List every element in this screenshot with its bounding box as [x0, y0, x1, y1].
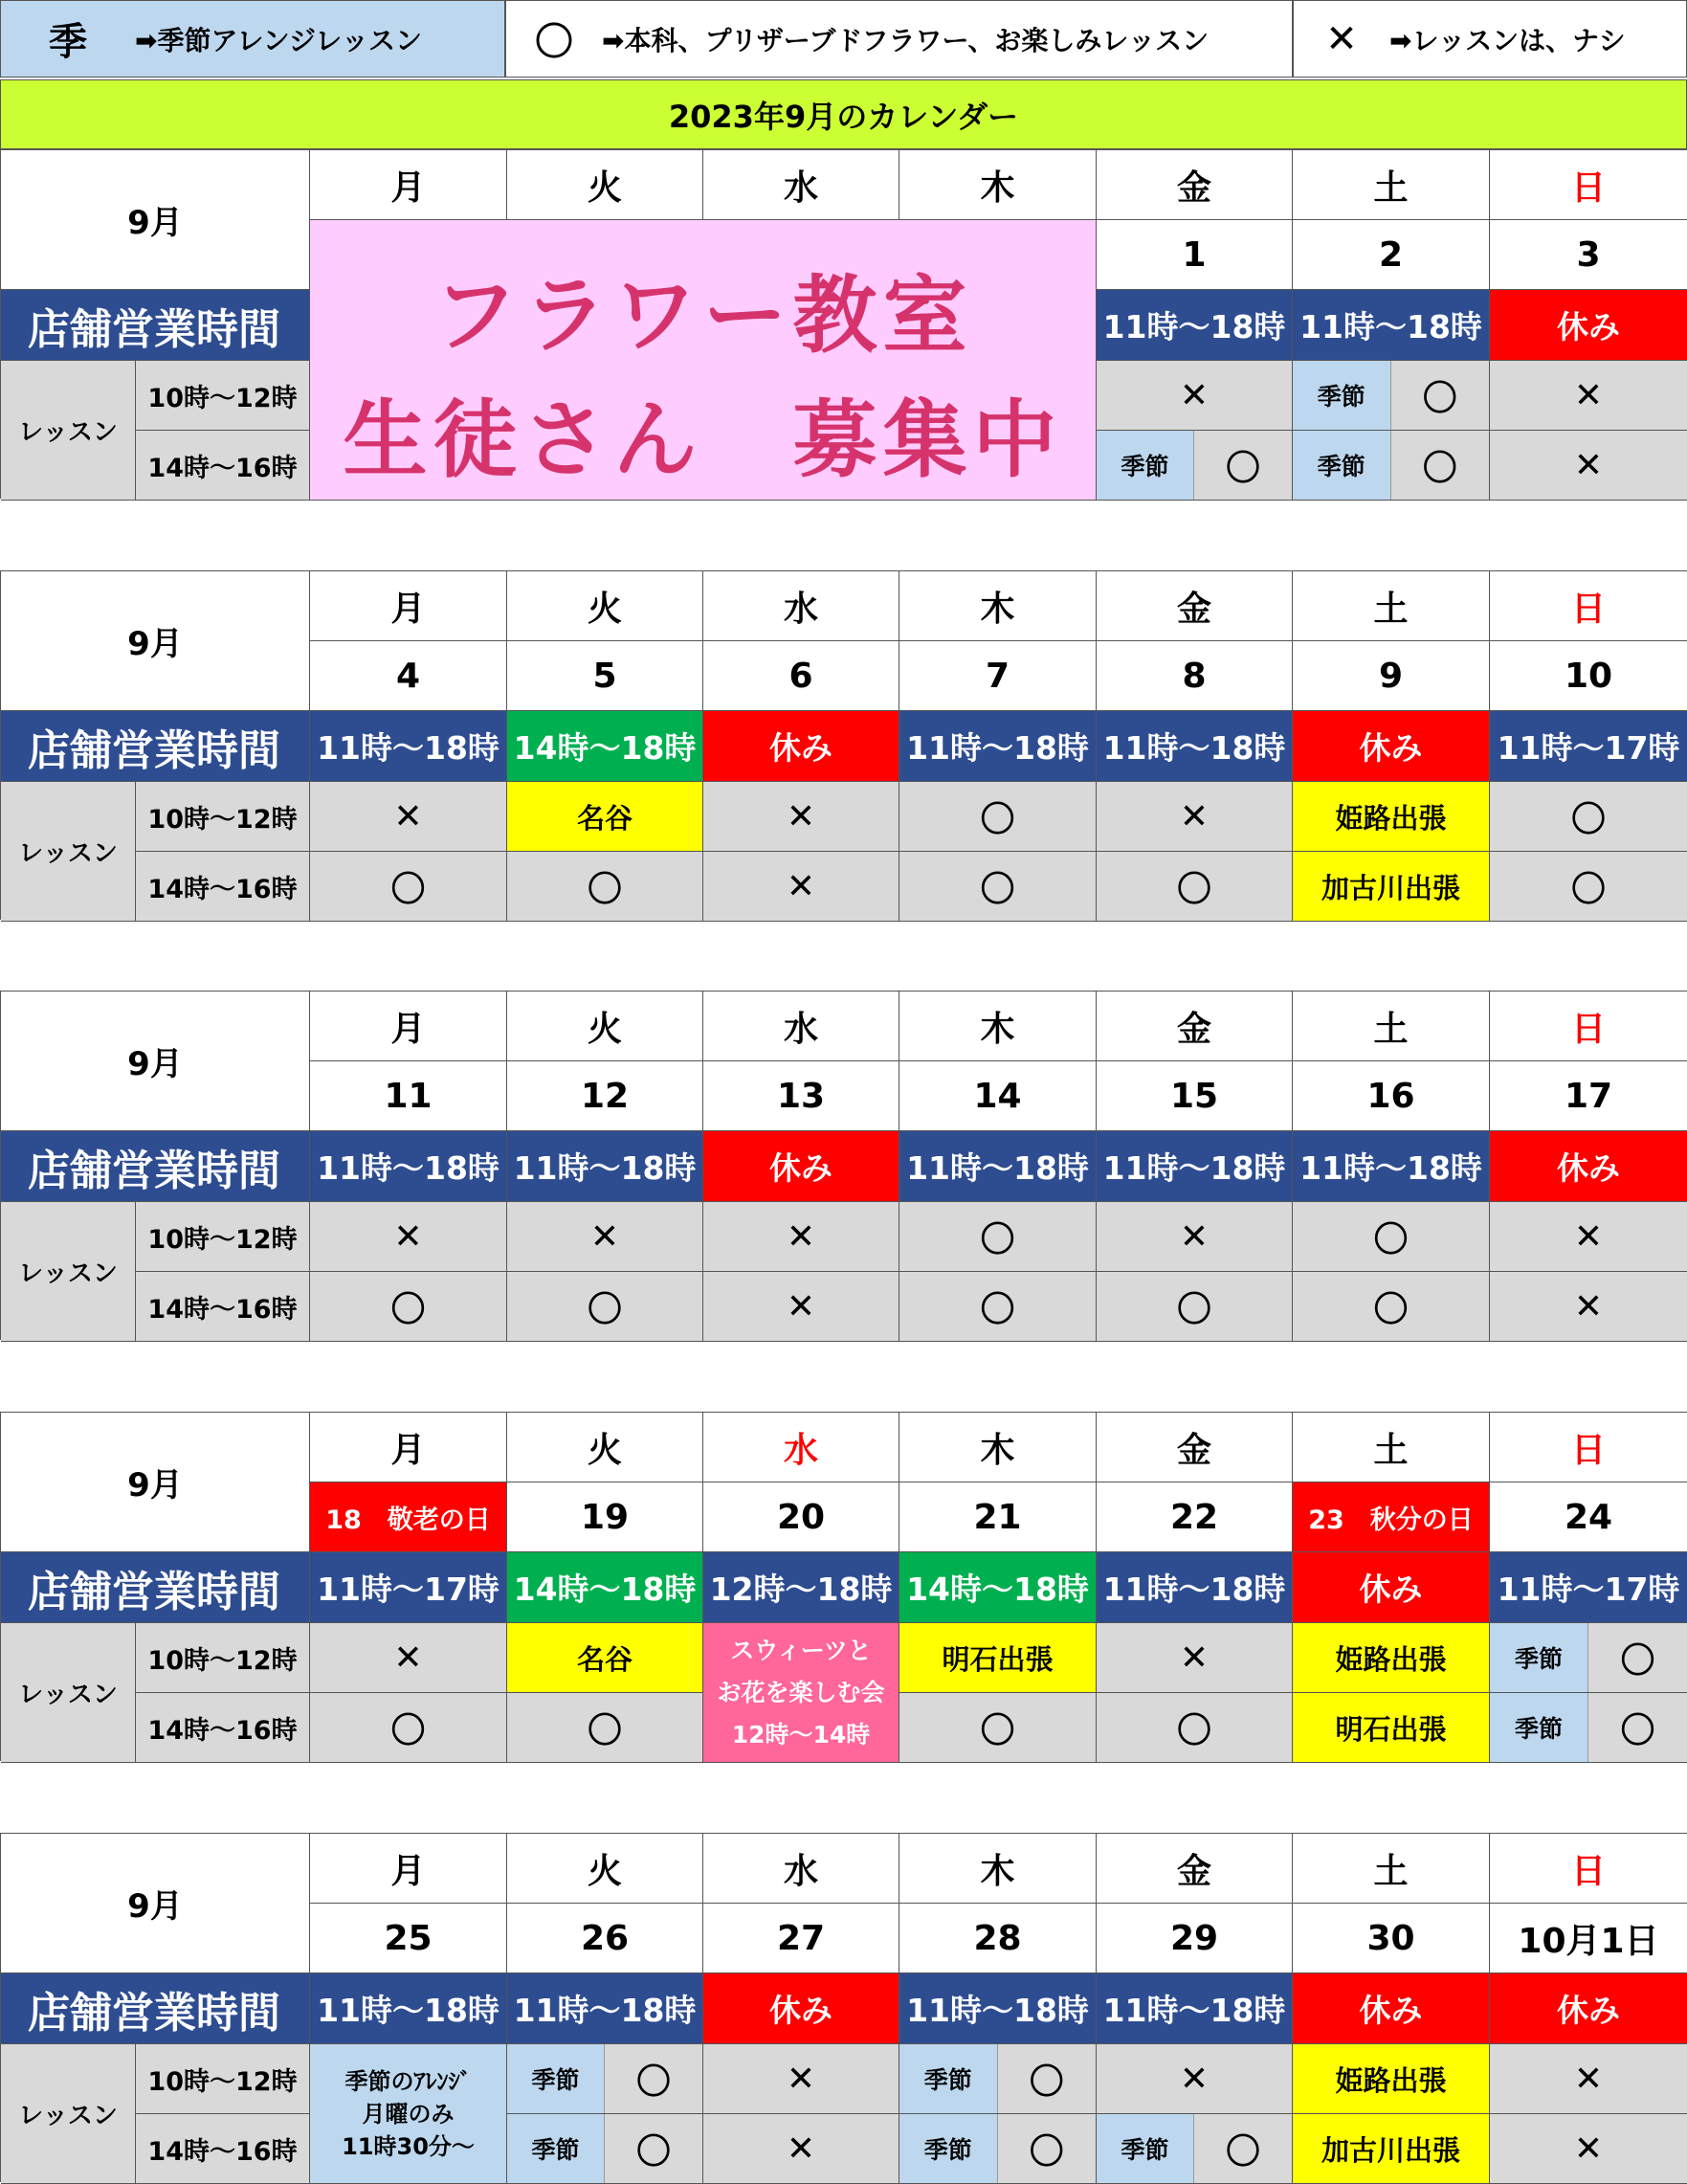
date-cell: 2 — [1293, 220, 1490, 290]
trip-cell: 加古川出張 — [1293, 2114, 1490, 2184]
business-hours: 休み — [703, 1131, 899, 1202]
month-label: 9月 — [1, 571, 310, 711]
cross-icon: ✕ — [310, 1623, 507, 1693]
lesson-label: レッスン — [1, 361, 136, 501]
weekday-header: 土 — [1293, 571, 1490, 641]
date-cell: 10 — [1490, 641, 1687, 711]
seasonal-lesson-cell — [1293, 431, 1490, 501]
circle-icon: 〇 — [310, 1693, 507, 1763]
seasonal-lesson-cell — [1097, 431, 1293, 501]
business-hours: 休み — [1490, 1973, 1687, 2044]
date-cell: 29 — [1097, 1904, 1293, 1973]
date-cell: 8 — [1097, 641, 1293, 711]
cross-icon: ✕ — [1097, 1623, 1293, 1693]
date-cell: 19 — [507, 1482, 703, 1552]
weekday-header: 火 — [507, 992, 703, 1061]
cross-icon: ✕ — [1490, 2114, 1687, 2184]
cross-icon: ✕ — [1490, 2044, 1687, 2114]
circle-icon: 〇 — [1620, 1640, 1655, 1681]
business-hours: 11時～18時 — [1097, 711, 1293, 782]
seasonal-lesson-cell — [899, 2044, 1097, 2114]
weekday-header: 木 — [899, 150, 1097, 220]
cross-icon: ✕ — [1490, 431, 1687, 501]
date-cell: 18 敬老の日 — [310, 1482, 507, 1552]
cross-icon: ✕ — [703, 2114, 899, 2184]
business-hours: 休み — [703, 1973, 899, 2044]
circle-icon: 〇 — [507, 1693, 703, 1763]
weekday-header: 月 — [310, 1834, 507, 1904]
seasonal-lesson-cell — [899, 2114, 1097, 2184]
week-block — [0, 149, 1687, 499]
business-hours: 11時～17時 — [1490, 711, 1687, 782]
weekday-header: 金 — [1097, 1834, 1293, 1904]
weekday-header: 金 — [1097, 150, 1293, 220]
month-label: 9月 — [1, 1834, 310, 1973]
weekday-header: 土 — [1293, 1834, 1490, 1904]
seasonal-lesson-cell — [1490, 1693, 1687, 1763]
weekday-header: 月 — [310, 992, 507, 1061]
date-cell: 11 — [310, 1061, 507, 1131]
date-cell: 6 — [703, 641, 899, 711]
date-cell: 5 — [507, 641, 703, 711]
business-hours: 11時～18時 — [310, 1131, 507, 1202]
event-line: お花を楽しむ会 — [717, 1678, 885, 1706]
note-line: 月曜のみ — [362, 2100, 455, 2128]
business-hours: 休み — [1490, 290, 1687, 361]
hours-header: 店舗営業時間 — [1, 711, 310, 782]
cross-icon: ✕ — [507, 1202, 703, 1272]
weekday-header: 日 — [1490, 992, 1687, 1061]
business-hours: 11時～17時 — [1490, 1552, 1687, 1623]
cross-icon: ✕ — [1490, 1272, 1687, 1342]
business-hours: 11時～18時 — [1097, 290, 1293, 361]
cross-icon: ✕ — [1490, 1202, 1687, 1272]
cross-icon: ✕ — [703, 1202, 899, 1272]
ad-line: フラワー教室 — [433, 266, 973, 365]
circle-icon: 〇 — [1293, 1202, 1490, 1272]
business-hours: 11時～17時 — [310, 1552, 507, 1623]
trip-cell: 明石出張 — [899, 1623, 1097, 1693]
business-hours: 11時～18時 — [899, 1973, 1097, 2044]
date-cell: 21 — [899, 1482, 1097, 1552]
date-cell: 9 — [1293, 641, 1490, 711]
cross-icon: ✕ — [1490, 361, 1687, 431]
circle-icon: 〇 — [1097, 1272, 1293, 1342]
business-hours: 12時～18時 — [703, 1552, 899, 1623]
circle-icon: 〇 — [1097, 1693, 1293, 1763]
trip-cell: 明石出張 — [1293, 1693, 1490, 1763]
week-block — [0, 1833, 1687, 2182]
seasonal-label: 季節 — [1293, 361, 1391, 430]
business-hours: 11時～18時 — [1293, 290, 1490, 361]
business-hours: 休み — [1293, 1973, 1490, 2044]
seasonal-label: 季節 — [1097, 431, 1194, 500]
week-block — [0, 991, 1687, 1340]
seasonal-label: 季節 — [1490, 1693, 1588, 1762]
recruitment-ad — [310, 220, 1097, 501]
lesson-label: レッスン — [1, 1623, 136, 1763]
date-cell: 25 — [310, 1904, 507, 1973]
weekday-header: 月 — [310, 150, 507, 220]
event-line: 12時～14時 — [731, 1720, 871, 1749]
weekday-header: 火 — [507, 150, 703, 220]
date-cell: 23 秋分の日 — [1293, 1482, 1490, 1552]
circle-icon: 〇 — [507, 1272, 703, 1342]
seasonal-lesson-cell — [1097, 2114, 1293, 2184]
time-slot-label: 14時～16時 — [136, 2114, 310, 2184]
legend-text: ➡本科、プリザーブドフラワー、お楽しみレッスン — [602, 24, 1210, 56]
note-cell — [310, 2044, 507, 2184]
weekday-header: 水 — [703, 1834, 899, 1904]
date-cell: 28 — [899, 1904, 1097, 1973]
time-slot-label: 10時～12時 — [136, 1623, 310, 1693]
date-cell: 10月1日 — [1490, 1904, 1687, 1973]
weekday-header: 火 — [507, 1834, 703, 1904]
lesson-label: レッスン — [1, 1202, 136, 1342]
note-line: 季節のｱﾚﾝｼﾞ — [344, 2067, 472, 2095]
time-slot-label: 14時～16時 — [136, 431, 310, 501]
weekday-header: 火 — [507, 571, 703, 641]
business-hours: 11時～18時 — [1097, 1131, 1293, 1202]
trip-cell: 姫路出張 — [1293, 2044, 1490, 2114]
circle-icon: 〇 — [1097, 852, 1293, 922]
business-hours: 14時～18時 — [507, 711, 703, 782]
seasonal-lesson-cell — [1490, 1623, 1687, 1693]
weekday-header: 水 — [703, 992, 899, 1061]
circle-icon: 〇 — [535, 20, 573, 64]
trip-cell: 名谷 — [507, 1623, 703, 1693]
date-cell: 4 — [310, 641, 507, 711]
circle-icon: 〇 — [1490, 782, 1687, 852]
circle-icon: 〇 — [310, 852, 507, 922]
business-hours: 休み — [1293, 711, 1490, 782]
date-cell: 14 — [899, 1061, 1097, 1131]
weekday-header: 木 — [899, 571, 1097, 641]
date-cell: 24 — [1490, 1482, 1687, 1552]
date-cell: 26 — [507, 1904, 703, 1973]
weekday-header: 木 — [899, 1834, 1097, 1904]
circle-icon: 〇 — [899, 852, 1097, 922]
cross-icon: ✕ — [1097, 2044, 1293, 2114]
weekday-header: 日 — [1490, 1834, 1687, 1904]
business-hours: 休み — [1490, 1131, 1687, 1202]
circle-icon: 〇 — [899, 1693, 1097, 1763]
event-line: スウィーツと — [730, 1636, 872, 1664]
seasonal-lesson-cell — [1293, 361, 1490, 431]
business-hours: 11時～18時 — [1293, 1131, 1490, 1202]
date-cell: 27 — [703, 1904, 899, 1973]
business-hours: 休み — [703, 711, 899, 782]
time-slot-label: 14時～16時 — [136, 1693, 310, 1763]
weekday-header: 月 — [310, 571, 507, 641]
weekday-header: 日 — [1490, 150, 1687, 220]
lesson-label: レッスン — [1, 782, 136, 922]
legend-item-none — [1293, 0, 1687, 78]
date-cell: 16 — [1293, 1061, 1490, 1131]
weekday-header: 月 — [310, 1413, 507, 1482]
circle-icon: 〇 — [899, 782, 1097, 852]
business-hours: 11時～18時 — [507, 1131, 703, 1202]
hours-header: 店舗営業時間 — [1, 290, 310, 361]
month-label: 9月 — [1, 1413, 310, 1552]
seasonal-label: 季節 — [507, 2044, 605, 2113]
cross-icon: ✕ — [703, 782, 899, 852]
hours-header: 店舗営業時間 — [1, 1552, 310, 1623]
business-hours: 14時～18時 — [507, 1552, 703, 1623]
event-cell — [703, 1623, 899, 1763]
circle-icon: 〇 — [1029, 2131, 1064, 2172]
seasonal-lesson-cell — [507, 2114, 703, 2184]
date-cell: 13 — [703, 1061, 899, 1131]
weekday-header: 日 — [1490, 571, 1687, 641]
weekday-header: 水 — [703, 571, 899, 641]
week-block — [0, 570, 1687, 920]
business-hours: 11時～18時 — [899, 711, 1097, 782]
seasonal-label: 季節 — [1097, 2114, 1194, 2183]
seasonal-lesson-cell — [507, 2044, 703, 2114]
cross-icon: ✕ — [1097, 782, 1293, 852]
seasonal-label: 季節 — [1490, 1623, 1588, 1692]
circle-icon: 〇 — [1225, 2131, 1260, 2172]
seasonal-label: 季節 — [899, 2044, 998, 2113]
weekday-header: 土 — [1293, 1413, 1490, 1482]
legend — [0, 0, 1687, 79]
weekday-header: 土 — [1293, 150, 1490, 220]
trip-cell: 姫路出張 — [1293, 782, 1490, 852]
time-slot-label: 10時～12時 — [136, 782, 310, 852]
date-cell: 7 — [899, 641, 1097, 711]
legend-item-lesson — [505, 0, 1293, 78]
weekday-header: 木 — [899, 992, 1097, 1061]
business-hours: 11時～18時 — [507, 1973, 703, 2044]
weekday-header: 金 — [1097, 992, 1293, 1061]
month-label: 9月 — [1, 992, 310, 1131]
cross-icon: ✕ — [703, 2044, 899, 2114]
date-cell: 20 — [703, 1482, 899, 1552]
weekday-header: 日 — [1490, 1413, 1687, 1482]
hours-header: 店舗営業時間 — [1, 1973, 310, 2044]
cross-icon: ✕ — [1325, 16, 1358, 61]
circle-icon: 〇 — [899, 1202, 1097, 1272]
circle-icon: 〇 — [507, 852, 703, 922]
time-slot-label: 10時～12時 — [136, 1202, 310, 1272]
legend-symbol: 季 — [49, 20, 87, 64]
circle-icon: 〇 — [1620, 1710, 1655, 1750]
circle-icon: 〇 — [1490, 852, 1687, 922]
cross-icon: ✕ — [310, 782, 507, 852]
weekday-header: 水 — [703, 1413, 899, 1482]
business-hours: 11時～18時 — [1097, 1973, 1293, 2044]
business-hours: 11時～18時 — [1097, 1552, 1293, 1623]
business-hours: 11時～18時 — [310, 711, 507, 782]
note-line: 11時30分～ — [342, 2132, 475, 2160]
legend-text: ➡季節アレンジレッスン — [135, 24, 422, 56]
business-hours: 11時～18時 — [899, 1131, 1097, 1202]
calendar-title: 2023年9月のカレンダー — [0, 79, 1687, 149]
seasonal-label: 季節 — [507, 2114, 605, 2183]
time-slot-label: 10時～12時 — [136, 361, 310, 431]
trip-cell: 名谷 — [507, 782, 703, 852]
business-hours: 14時～18時 — [899, 1552, 1097, 1623]
circle-icon: 〇 — [1422, 378, 1457, 418]
cross-icon: ✕ — [703, 1272, 899, 1342]
hours-header: 店舗営業時間 — [1, 1131, 310, 1202]
cross-icon: ✕ — [703, 852, 899, 922]
date-cell: 3 — [1490, 220, 1687, 290]
weekday-header: 土 — [1293, 992, 1490, 1061]
lesson-label: レッスン — [1, 2044, 136, 2184]
weekday-header: 火 — [507, 1413, 703, 1482]
time-slot-label: 14時～16時 — [136, 1272, 310, 1342]
time-slot-label: 14時～16時 — [136, 852, 310, 922]
business-hours: 休み — [1293, 1552, 1490, 1623]
circle-icon: 〇 — [635, 2061, 671, 2102]
business-hours: 11時～18時 — [310, 1973, 507, 2044]
trip-cell: 加古川出張 — [1293, 852, 1490, 922]
legend-item-seasonal — [0, 0, 505, 78]
ad-line: 生徒さん 募集中 — [343, 390, 1063, 489]
weekday-header: 金 — [1097, 1413, 1293, 1482]
date-cell: 22 — [1097, 1482, 1293, 1552]
legend-text: ➡レッスンは、ナシ — [1389, 24, 1626, 56]
date-cell: 17 — [1490, 1061, 1687, 1131]
date-cell: 12 — [507, 1061, 703, 1131]
cross-icon: ✕ — [1097, 361, 1293, 431]
weekday-header: 水 — [703, 150, 899, 220]
circle-icon: 〇 — [1029, 2061, 1064, 2102]
week-block — [0, 1412, 1687, 1761]
seasonal-label: 季節 — [899, 2114, 998, 2183]
trip-cell: 姫路出張 — [1293, 1623, 1490, 1693]
cross-icon: ✕ — [310, 1202, 507, 1272]
circle-icon: 〇 — [899, 1272, 1097, 1342]
circle-icon: 〇 — [310, 1272, 507, 1342]
date-cell: 30 — [1293, 1904, 1490, 1973]
weekday-header: 金 — [1097, 571, 1293, 641]
date-cell: 1 — [1097, 220, 1293, 290]
seasonal-label: 季節 — [1293, 431, 1391, 500]
time-slot-label: 10時～12時 — [136, 2044, 310, 2114]
circle-icon: 〇 — [1293, 1272, 1490, 1342]
month-label: 9月 — [1, 150, 310, 290]
circle-icon: 〇 — [1225, 448, 1260, 488]
date-cell: 15 — [1097, 1061, 1293, 1131]
cross-icon: ✕ — [1097, 1202, 1293, 1272]
weekday-header: 木 — [899, 1413, 1097, 1482]
circle-icon: 〇 — [635, 2131, 671, 2172]
circle-icon: 〇 — [1422, 448, 1457, 488]
